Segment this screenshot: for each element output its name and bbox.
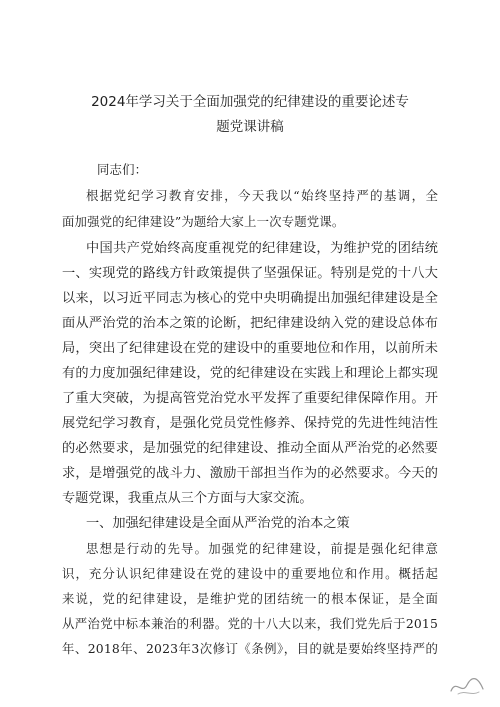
section-line: 思想是行动的先导。加强党的纪律建设，前提是强化纪律意 (86, 541, 438, 556)
body-line: 有的力度加强纪律建设，党的纪律建设在实践上和理论上都实现 (62, 366, 438, 381)
body-line: 专题党课，我重点从三个方面与大家交流。 (62, 491, 313, 506)
body-line: 求，是增强党的战斗力、激励干部担当作为的必然要求。今天的 (62, 466, 438, 481)
body-line: 了重大突破，为提高管党治党水平发挥了重要纪律保障作用。开 (62, 391, 438, 406)
body-line: 中国共产党始终高度重视党的纪律建设，为维护党的团结统 (86, 241, 438, 256)
greeting: 同志们： (97, 162, 148, 177)
body-line: 以来，以习近平同志为核心的党中央明确提出加强纪律建设是全 (62, 291, 438, 306)
body-line: 的必然要求，是加强党的纪律建设、推动全面从严治党的必然要 (62, 441, 438, 456)
body-line: 面从严治党的治本之策的论断，把纪律建设纳入党的建设总体布 (62, 316, 438, 331)
handwritten-mark-icon (448, 673, 486, 699)
body-line: 展党纪学习教育，是强化党员党性修养、保持党的先进性纯洁性 (62, 416, 438, 431)
document-title-line-2: 题党课讲稿 (216, 119, 284, 135)
intro-line: 根据党纪学习教育安排，今天我以“始终坚持严的基调，全 (86, 188, 438, 203)
section-line: 从严治党中标本兼治的利器。党的十八大以来，我们党先后于2015 (62, 616, 438, 631)
section-line: 年、2018年、2023年3次修订《条例》，目的就是要始终坚持严的 (62, 641, 438, 656)
section-line: 来说，党的纪律建设，是维护党的团结统一的根本保证，是全面 (62, 591, 438, 606)
body-line: 一、实现党的路线方针政策提供了坚强保证。特别是党的十八大 (62, 266, 438, 281)
document-title-line-1: 2024年学习关于全面加强党的纪律建设的重要论述专 (91, 94, 409, 110)
intro-line: 面加强党的纪律建设”为题给大家上一次专题党课。 (62, 214, 345, 229)
section-line: 识，充分认识纪律建设在党的建设中的重要地位和作用。概括起 (62, 566, 438, 581)
section-heading: 一、加强纪律建设是全面从严治党的治本之策 (86, 516, 350, 531)
body-line: 局，突出了纪律建设在党的建设中的重要地位和作用，以前所未 (62, 341, 438, 356)
